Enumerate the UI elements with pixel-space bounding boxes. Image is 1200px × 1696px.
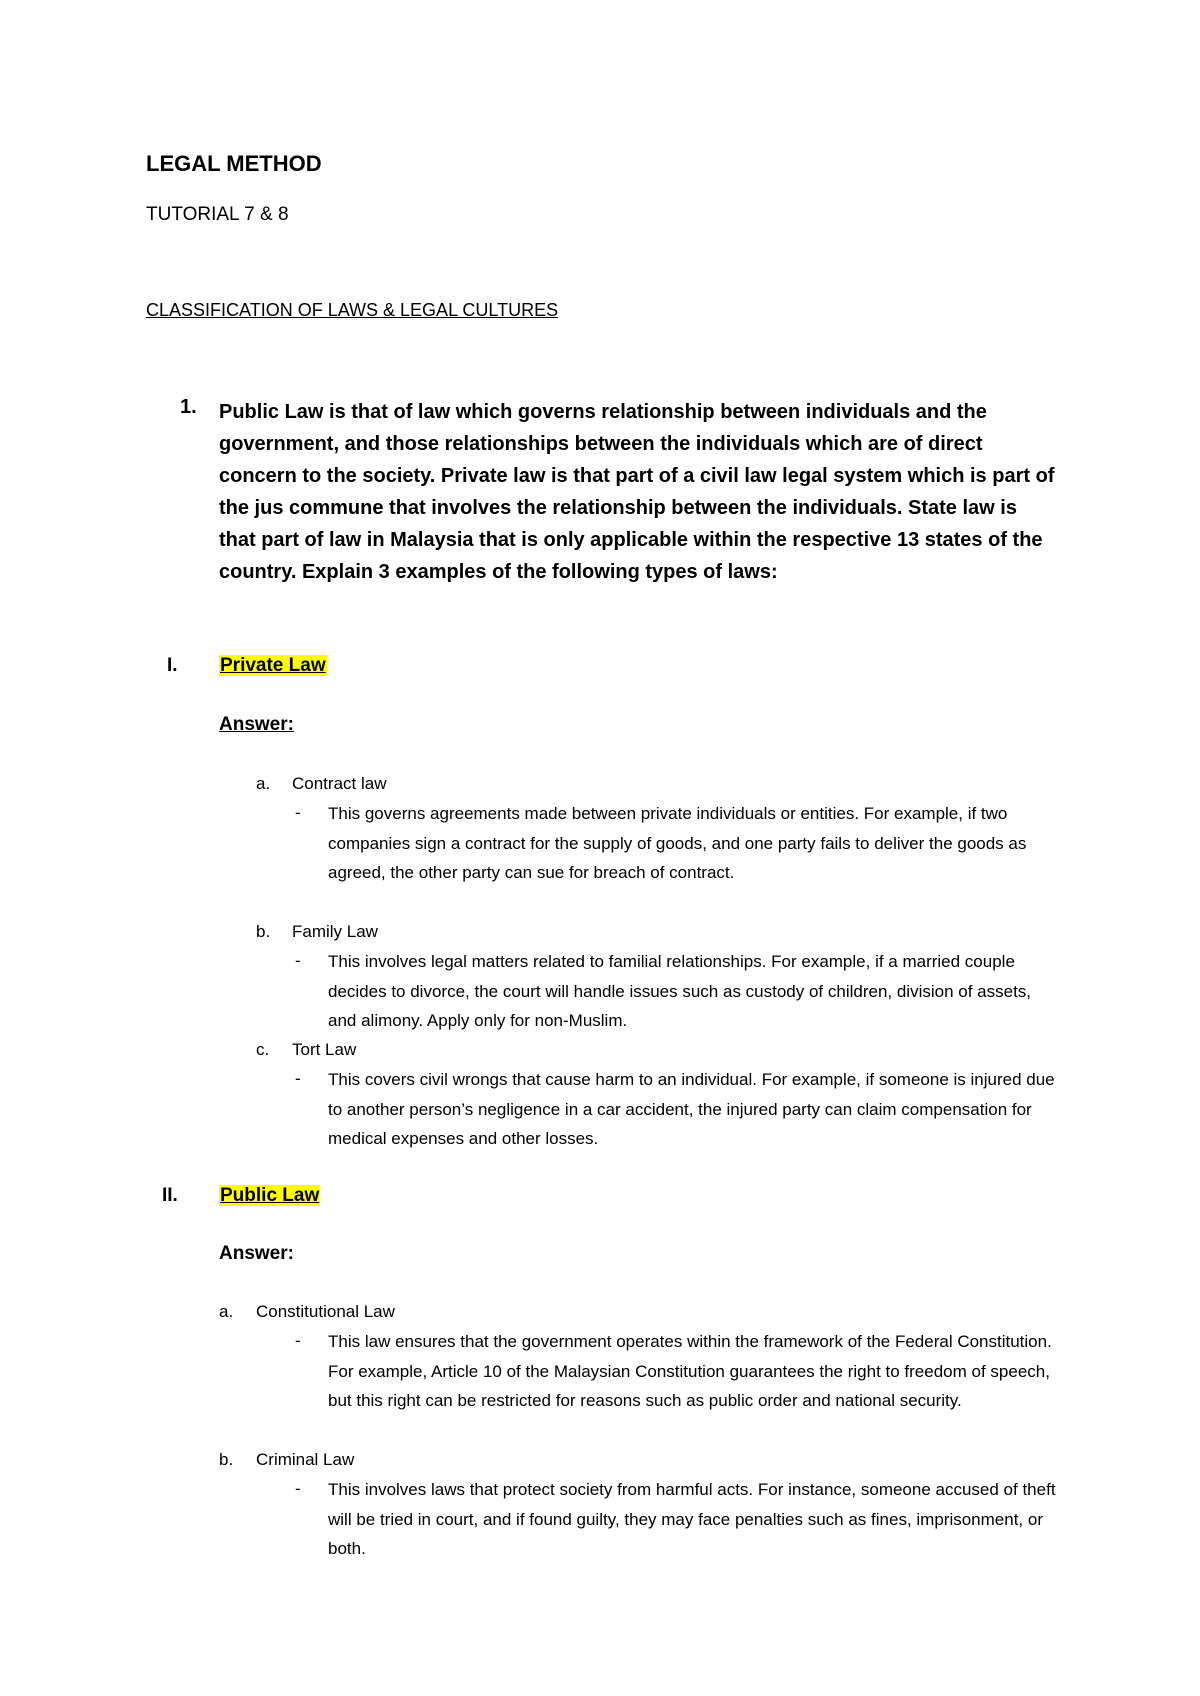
list-item-dash: - xyxy=(295,951,301,970)
section-numeral: II. xyxy=(162,1185,178,1206)
list-item-description: This governs agreements made between private individuals or entities. For example, if two companies sign a contract for the supply of goods, and one party fails to deliver the goods as agreed, the other party can sue for breach of contract. xyxy=(328,804,1027,882)
document-subtitle: TUTORIAL 7 & 8 xyxy=(146,204,289,225)
list-item-letter: c. xyxy=(256,1040,270,1059)
list-item-label: Tort Law xyxy=(292,1040,357,1059)
section-title-text: Private Law xyxy=(220,655,326,676)
list-item-label: Contract law xyxy=(292,774,387,793)
section-heading: CLASSIFICATION OF LAWS & LEGAL CULTURES xyxy=(146,300,559,320)
list-item-label: Family Law xyxy=(292,922,378,941)
section-title-text: Public Law xyxy=(220,1185,320,1206)
list-item-letter: b. xyxy=(256,922,271,941)
list-item-description: This involves laws that protect society from harmful acts. For instance, someone accused of theft will be tried in court, and if found guilty, they may face penalties such as fines, imprisonment, or both. xyxy=(328,1480,1056,1558)
list-item-description: This law ensures that the government operates within the framework of the Federal Constitution. For example, Article 10 of the Malaysian Constitution guarantees the right to freedom of speech, but this right can be restricted for reasons such as public order and national security. xyxy=(328,1332,1052,1410)
list-item-dash: - xyxy=(295,803,301,822)
answer-label: Answer: xyxy=(219,714,294,735)
list-item-letter: a. xyxy=(256,774,271,793)
section-title-private-law xyxy=(219,655,327,677)
answer-label: Answer: xyxy=(219,1243,294,1264)
list-item-letter: b. xyxy=(219,1450,234,1469)
list-item-letter: a. xyxy=(219,1302,234,1321)
question-text: Public Law is that of law which governs relationship between individuals and the government, and those relationships between the individuals which are of direct concern to the society. Private law is that part of a civil law legal system which is part of the jus commune that involves the relationship between the individuals. State law is that part of law in Malaysia that is only applicable within the respective 13 states of the country. Explain 3 examples of the following types of laws: xyxy=(219,401,1055,583)
list-item-dash: - xyxy=(295,1479,301,1498)
list-item-description: This involves legal matters related to familial relationships. For example, if a married couple decides to divorce, the court will handle issues such as custody of children, division of assets, and alimony. Apply only for non-Muslim. xyxy=(328,952,1032,1030)
question-number: 1. xyxy=(180,396,197,418)
list-item-label: Criminal Law xyxy=(256,1450,355,1469)
list-item-description: This covers civil wrongs that cause harm to an individual. For example, if someone is injured due to another person’s negligence in a car accident, the injured party can claim compensation for medical expenses and other losses. xyxy=(328,1070,1055,1148)
document-title: LEGAL METHOD xyxy=(146,151,322,176)
list-item-dash: - xyxy=(295,1331,301,1350)
list-item-label: Constitutional Law xyxy=(256,1302,395,1321)
section-title-public-law xyxy=(219,1185,320,1207)
list-item-dash: - xyxy=(295,1069,301,1088)
section-numeral: I. xyxy=(167,655,178,676)
